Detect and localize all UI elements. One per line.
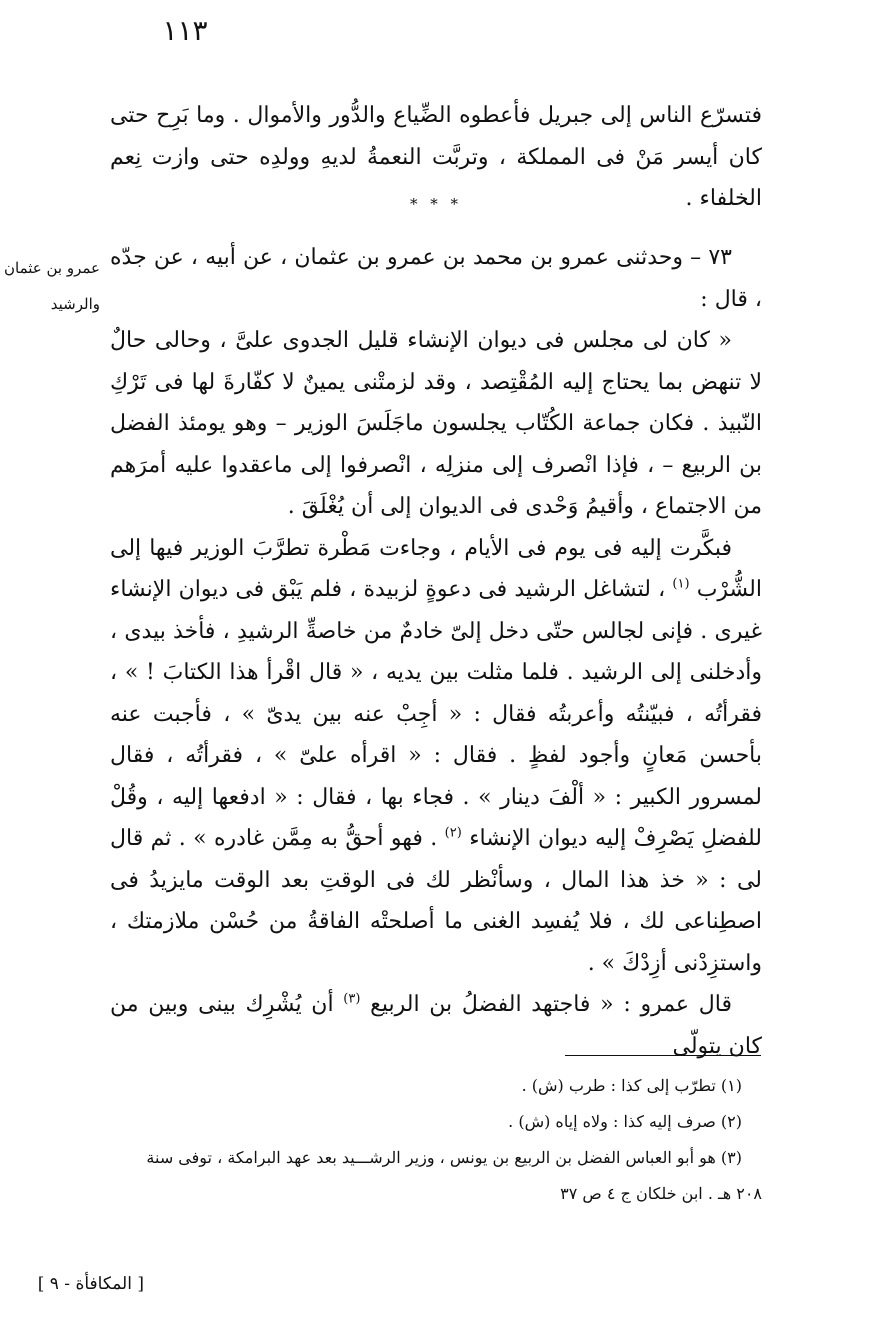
paragraph-2-part-1: فبكَّرت إليه فى يوم فى الأيام ، وجاءت مَطْرة تطرَّبَ الوزير فيها إلى الشُّرْب	[110, 535, 762, 602]
paragraph-3-part-2: أن يُشْرِك بينى وبين من كان يتولّى	[110, 992, 762, 1059]
margin-note-line-2: والرشيد	[50, 295, 100, 313]
footnote-1: (١) تطرّب إلى كذا : طرب (ش) .	[521, 1076, 742, 1095]
footnote-mark-2[interactable]: (٢)	[444, 825, 462, 841]
footnote-3-continued: ٢٠٨ هـ . ابن خلكان ج ٤ ص ٣٧	[560, 1184, 762, 1203]
footnote-divider	[565, 1055, 761, 1056]
footnote-2: (٢) صرف إليه كذا : ولاه إياه (ش) .	[508, 1112, 742, 1131]
footnote-mark-3[interactable]: (٣)	[343, 991, 361, 1007]
opening-text: فتسرّع الناس إلى جبريل فأعطوه الضِّياع والدُّور والأموال . وما بَرِح حتى كان أيسر مَنْ فى المملكة ، وتربَّت النعمةُ لديهِ وولدِه حتى وازت نِعم الخلفاء .	[110, 103, 762, 211]
footnote-3: (٣) هو أبو العباس الفضل بن الربيع بن يونس ، وزير الرشـــيد بعد عهد البرامكة ، توفى سنة	[146, 1148, 742, 1167]
footnotes	[110, 1068, 762, 1212]
section-separator: * * *	[409, 195, 463, 213]
paragraph-2-part-3: . فهو أحقُّ به مِمَّن غادره » . ثم قال لى : « خذ هذا المال ، وسأنْظر لك فى الوقتِ بعد الوقت مايزيدُ فى اصطِناعى لك ، فلا يُفسِد الغنى ما أصلحتْه الفاقةُ من حُسْن ملازمتك ، واستزِدْنى أزِدْكَ » .	[110, 826, 762, 976]
margin-note-line-1: عمرو بن عثمان	[3, 259, 100, 277]
footnote-mark-1[interactable]: (١)	[672, 576, 690, 592]
paragraph-2-part-2: ، لتشاغل الرشيد فى دعوةٍ لزبيدة ، فلم يَبْق فى ديوان الإنشاء غيرى . فإنى لجالس حتّى دخل إلىّ خادمٌ من خاصةِّ الرشيدِ ، فأخذ بيدى ، وأدخلنى إلى الرشيد . فلما مثلت بين يديه ، « قال اقْرأ هذا الكتابَ ! » ، فقرأتُه ، فبيّنتُه وأعربتُه فقال : « أجِبْ عنه بين يدىّ » ، فأجبت عنه بأحسن مَعانٍ وأجود لفظٍ . فقال : « اقرأه علىّ » ، فقرأتُه ، فقال لمسرور الكبير : « ألْفَ دينار » . فجاء بها ، فقال : « ادفعها إليه ، وقُلْ للفضلِ يَصْرِفْ إليه ديوان الإنشاء	[110, 577, 762, 851]
main-text	[110, 237, 762, 1067]
paragraph-1: « كان لى مجلس فى ديوان الإنشاء قليل الجدوى علىَّ ، وحالى حالٌ لا تنهض بما يحتاج إليه المُقْتِصد ، وقد لزمتْنى يمينٌ لا كفّارةَ لها فى تَرْكِ النّبيذ . فكان جماعة الكُتّاب يجلسون ماجَلَسَ الوزير – وهو يومئذ الفضل بن الربيع – ، فإذا انْصرف إلى منزلِه ، انْصرفوا إلى ماعقدوا عليه أمرَهم من الاجتماع ، وأقيمُ وَحْدى فى الديوان إلى أن يُغْلَقَ .	[110, 328, 762, 519]
paragraph-2	[110, 528, 762, 985]
paragraph-3-part-1: قال عمرو : « فاجتهد الفضلُ بن الربيع	[370, 992, 732, 1017]
signature-mark: [ المكافأة - ٩ ]	[37, 1274, 144, 1294]
margin-note	[0, 250, 100, 322]
section-heading: ٧٣ – وحدثنى عمرو بن محمد بن عمرو بن عثمان ، عن أبيه ، عن جدّه ، قال :	[110, 245, 762, 312]
page-number: ١١٣	[162, 14, 208, 47]
